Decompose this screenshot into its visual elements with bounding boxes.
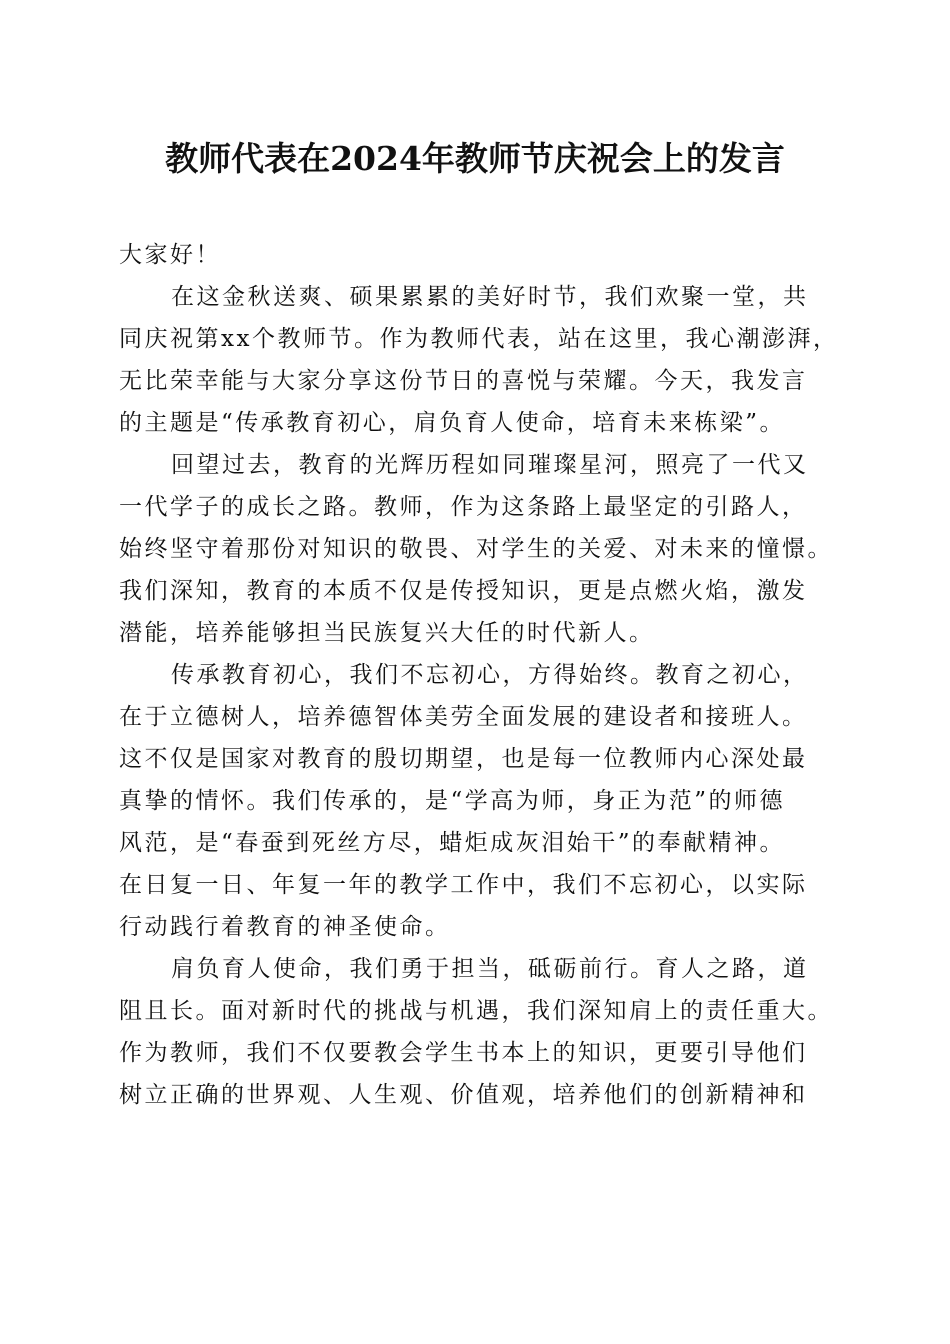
paragraph-line: 我们深知，教育的本质不仅是传授知识，更是点燃火焰，激发	[119, 578, 808, 604]
paragraph-line: 这不仅是国家对教育的殷切期望，也是每一位教师内心深处最	[119, 746, 808, 772]
paragraph-2	[119, 444, 831, 654]
paragraph-4	[119, 948, 831, 1116]
paragraph-line: 在这金秋送爽、硕果累累的美好时节，我们欢聚一堂，共	[171, 284, 809, 310]
paragraph-line: 风范，是“春蚕到死丝方尽，蜡炬成灰泪始干”的奉献精神。	[119, 830, 786, 856]
paragraph-line: 真挚的情怀。我们传承的，是“学高为师，身正为范”的师德	[119, 788, 786, 814]
paragraph-3	[119, 654, 831, 948]
document-body	[119, 234, 839, 1116]
greeting: 大家好！	[119, 242, 221, 268]
paragraph-line: 一代学子的成长之路。教师，作为这条路上最坚定的引路人，	[119, 494, 808, 520]
paragraph-line: 的主题是“传承教育初心，肩负育人使命，培育未来栋梁”。	[119, 410, 786, 436]
paragraph-line: 回望过去，教育的光辉历程如同璀璨星河，照亮了一代又	[171, 452, 809, 478]
paragraph-line: 同庆祝第xx个教师节。作为教师代表，站在这里，我心潮澎湃，	[119, 326, 839, 352]
paragraph-line: 树立正确的世界观、人生观、价值观，培养他们的创新精神和	[119, 1082, 808, 1108]
paragraph-1	[119, 276, 839, 444]
paragraph-line: 无比荣幸能与大家分享这份节日的喜悦与荣耀。今天，我发言	[119, 368, 808, 394]
document-title: 教师代表在2024年教师节庆祝会上的发言	[165, 139, 785, 178]
paragraph-line: 在日复一日、年复一年的教学工作中，我们不忘初心，以实际	[119, 872, 808, 898]
paragraph-line: 传承教育初心，我们不忘初心，方得始终。教育之初心，	[171, 662, 809, 688]
paragraph-line: 作为教师，我们不仅要教会学生书本上的知识，更要引导他们	[119, 1040, 808, 1066]
paragraph-line: 肩负育人使命，我们勇于担当，砥砺前行。育人之路，道	[171, 956, 809, 982]
paragraph-line: 阻且长。面对新时代的挑战与机遇，我们深知肩上的责任重大。	[119, 998, 833, 1024]
paragraph-line: 在于立德树人，培养德智体美劳全面发展的建设者和接班人。	[119, 704, 808, 730]
paragraph-line: 始终坚守着那份对知识的敬畏、对学生的关爱、对未来的憧憬。	[119, 536, 833, 562]
paragraph-line: 行动践行着教育的神圣使命。	[119, 914, 451, 940]
paragraph-line: 潜能，培养能够担当民族复兴大任的时代新人。	[119, 620, 655, 646]
